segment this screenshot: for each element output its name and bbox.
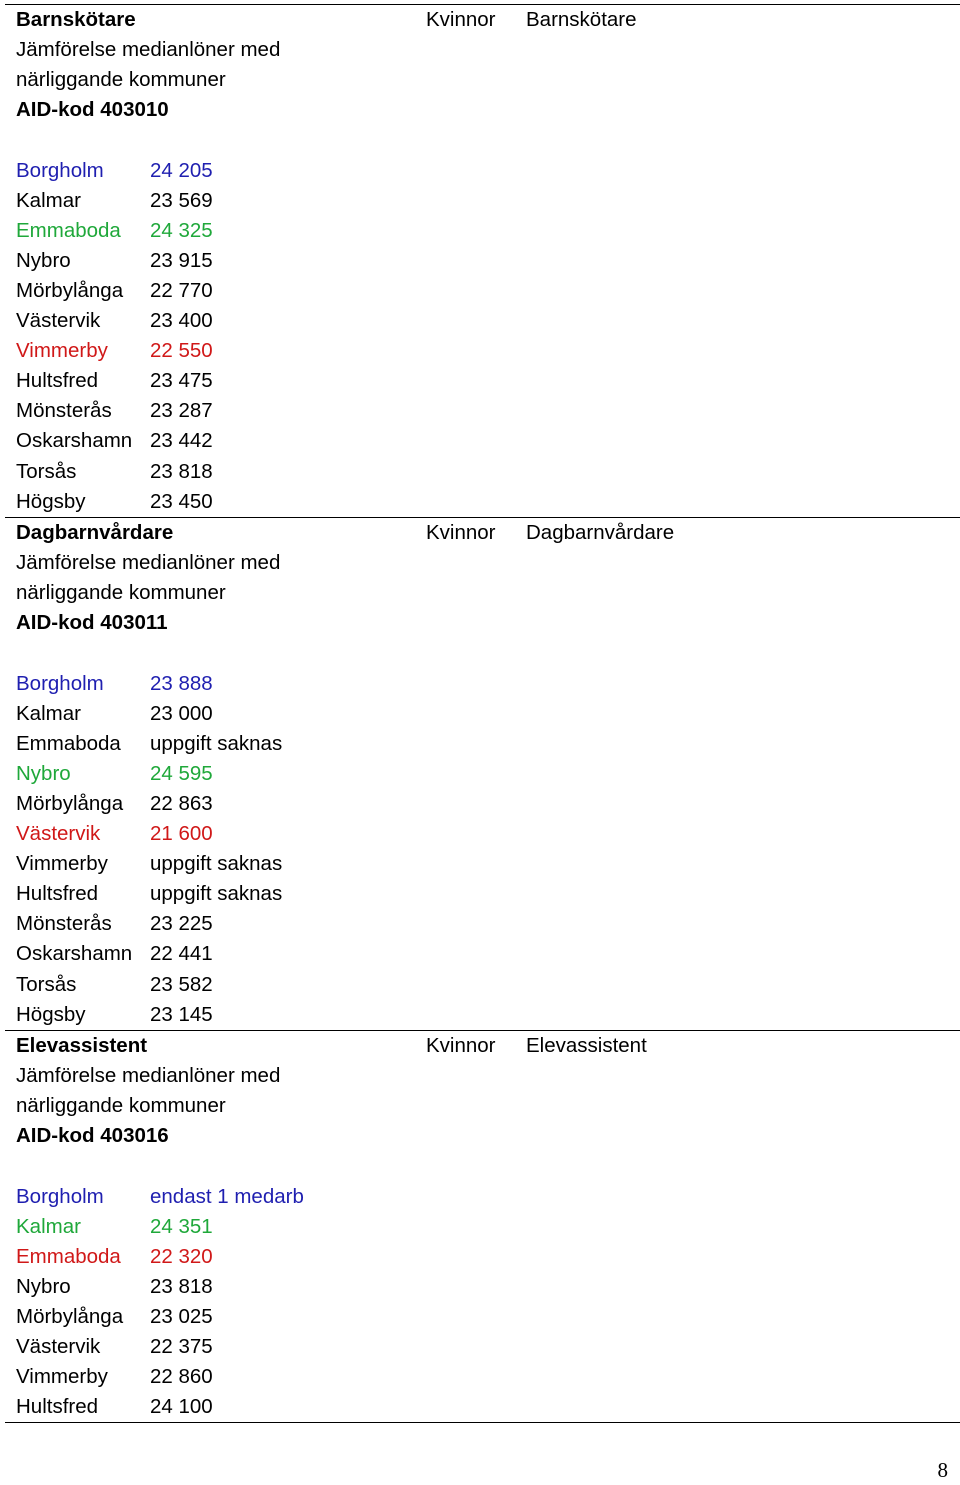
median-salary-value: 23 025 xyxy=(150,1304,213,1328)
median-salary-value: 24 205 xyxy=(150,158,213,182)
median-salary-value: 23 569 xyxy=(150,188,213,212)
aid-code: AID-kod 403011 xyxy=(16,611,168,635)
section-description: Jämförelse medianlöner med xyxy=(16,1064,281,1088)
municipality-name: Västervik xyxy=(16,1335,101,1358)
municipality-name: Högsby xyxy=(16,489,86,513)
median-salary-value: 21 600 xyxy=(150,822,213,845)
median-salary-value: 22 860 xyxy=(150,1365,213,1389)
municipality-name: Hultsfred xyxy=(16,369,99,393)
municipality-name: Mörbylånga xyxy=(16,1304,124,1328)
median-salary-value: 22 550 xyxy=(150,339,213,363)
median-salary-value: 23 442 xyxy=(150,429,213,453)
median-salary-value: 22 441 xyxy=(150,942,213,966)
median-salary-value: uppgift saknas xyxy=(150,731,283,755)
median-salary-value: 24 595 xyxy=(150,761,213,785)
median-salary-value: 23 400 xyxy=(150,309,213,332)
municipality-name: Vimmerby xyxy=(16,852,108,876)
median-salary-value: 22 770 xyxy=(150,278,213,302)
municipality-name: Kalmar xyxy=(16,701,81,725)
municipality-name: Kalmar xyxy=(16,188,81,212)
municipality-name: Hultsfred xyxy=(16,882,99,906)
median-salary-value: endast 1 medarb xyxy=(150,1184,304,1208)
table-bottom-border xyxy=(5,1422,960,1423)
page-number: 8 xyxy=(937,1458,948,1482)
municipality-name: Borgholm xyxy=(16,158,104,182)
median-salary-value: 23 582 xyxy=(150,972,213,996)
aid-code: AID-kod 403016 xyxy=(16,1124,169,1148)
median-salary-value: 23 915 xyxy=(150,248,213,272)
municipality-name: Oskarshamn xyxy=(16,429,133,453)
median-salary-value: uppgift saknas xyxy=(150,882,283,906)
median-salary-value: uppgift saknas xyxy=(150,852,283,876)
median-salary-value: 23 475 xyxy=(150,369,213,393)
median-salary-value: 23 450 xyxy=(150,489,213,513)
median-salary-value: 23 818 xyxy=(150,459,213,483)
aid-code: AID-kod 403010 xyxy=(16,98,169,122)
municipality-name: Kalmar xyxy=(16,1214,81,1238)
median-salary-value: 23 225 xyxy=(150,912,213,936)
occupation-label: Dagbarnvårdare xyxy=(526,521,675,544)
median-salary-value: 24 325 xyxy=(150,218,213,242)
median-salary-value: 24 100 xyxy=(150,1395,213,1419)
municipality-name: Västervik xyxy=(16,309,101,332)
municipality-name: Borgholm xyxy=(16,671,104,695)
gender-label: Kvinnor xyxy=(426,8,496,31)
municipality-name: Nybro xyxy=(16,761,71,785)
municipality-name: Mönsterås xyxy=(16,399,112,423)
municipality-name: Mörbylånga xyxy=(16,278,124,302)
median-salary-value: 22 863 xyxy=(150,791,213,815)
section-description: närliggande kommuner xyxy=(16,1094,226,1118)
municipality-name: Nybro xyxy=(16,1274,71,1298)
occupation-label: Elevassistent xyxy=(526,1034,647,1057)
section-description: närliggande kommuner xyxy=(16,581,226,605)
section-title: Elevassistent xyxy=(16,1034,148,1057)
municipality-name: Borgholm xyxy=(16,1184,104,1208)
median-salary-value: 23 287 xyxy=(150,399,213,423)
municipality-name: Vimmerby xyxy=(16,1365,108,1389)
municipality-name: Hultsfred xyxy=(16,1395,99,1419)
section-title: Barnskötare xyxy=(16,8,136,31)
median-salary-value: 22 320 xyxy=(150,1244,213,1268)
median-salary-value: 22 375 xyxy=(150,1335,213,1358)
median-salary-value: 23 818 xyxy=(150,1274,213,1298)
municipality-name: Torsås xyxy=(16,972,77,996)
gender-label: Kvinnor xyxy=(426,521,496,544)
median-salary-value: 23 888 xyxy=(150,671,213,695)
municipality-name: Högsby xyxy=(16,1002,86,1026)
section-description: Jämförelse medianlöner med xyxy=(16,38,281,62)
municipality-name: Emmaboda xyxy=(16,218,121,242)
gender-label: Kvinnor xyxy=(426,1034,496,1057)
municipality-name: Oskarshamn xyxy=(16,942,133,966)
municipality-name: Torsås xyxy=(16,459,77,483)
municipality-name: Mörbylånga xyxy=(16,791,124,815)
municipality-name: Västervik xyxy=(16,822,101,845)
municipality-name: Nybro xyxy=(16,248,71,272)
occupation-label: Barnskötare xyxy=(526,8,637,31)
municipality-name: Vimmerby xyxy=(16,339,108,363)
median-salary-value: 23 145 xyxy=(150,1002,213,1026)
median-salary-value: 23 000 xyxy=(150,701,213,725)
municipality-name: Emmaboda xyxy=(16,731,121,755)
section-description: Jämförelse medianlöner med xyxy=(16,551,281,575)
municipality-name: Emmaboda xyxy=(16,1244,121,1268)
section-description: närliggande kommuner xyxy=(16,68,226,92)
section-title: Dagbarnvårdare xyxy=(16,521,174,544)
municipality-name: Mönsterås xyxy=(16,912,112,936)
median-salary-value: 24 351 xyxy=(150,1214,213,1238)
